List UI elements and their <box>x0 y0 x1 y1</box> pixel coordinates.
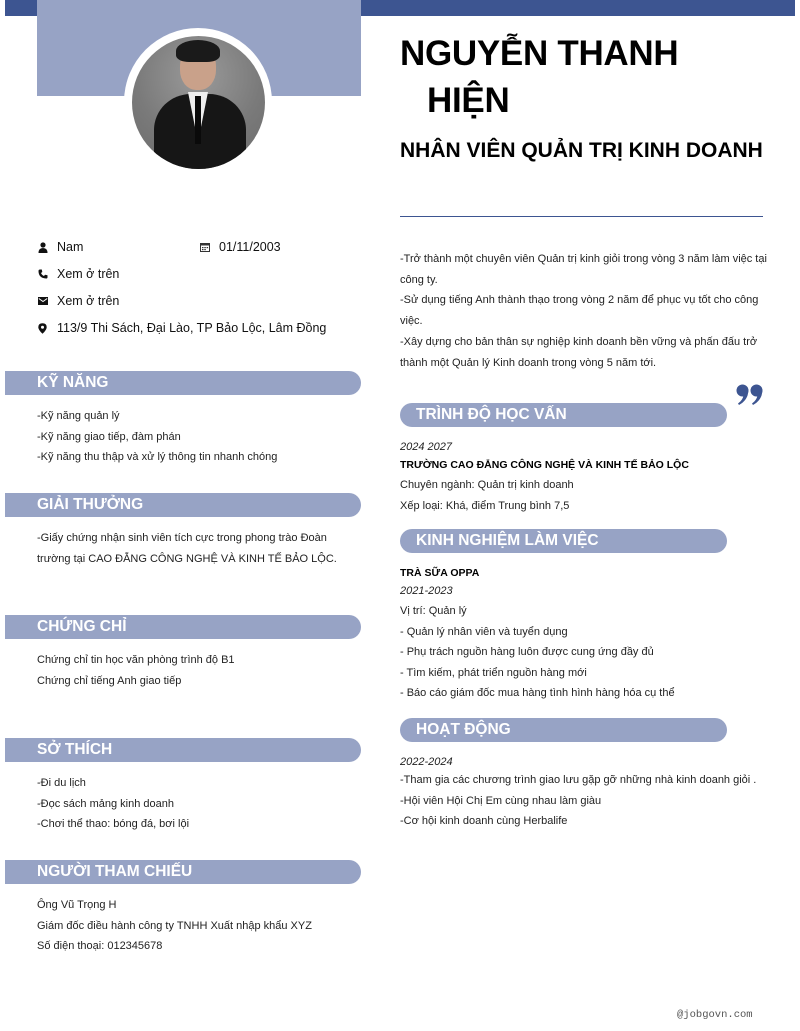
objective-line: -Trở thành một chuyên viên Quản trị kinh giỏi trong vòng 3 năm làm việc tại công ty. <box>400 253 767 286</box>
section-header-certificates <box>5 615 361 639</box>
experience-detail: Vị trí: Quản lý <box>400 605 467 617</box>
envelope-icon <box>37 296 48 307</box>
section-title: KỸ NĂNG <box>37 374 109 391</box>
section-title: GIẢI THƯỞNG <box>37 496 144 513</box>
education-detail: Xếp loại: Khá, điểm Trung bình 7,5 <box>400 500 570 512</box>
list-item: -Giấy chứng nhận sinh viên tích cực trong phong trào Đoàn trường tại CAO ĐẲNG CÔNG NGHỆ VÀ KINH TẾ BẢO LỘC. <box>37 532 337 565</box>
list-item: Ông Vũ Trọng H <box>37 899 117 911</box>
info-email <box>37 294 119 308</box>
section-header-activities <box>400 718 727 742</box>
section-title: KINH NGHIỆM LÀM VIỆC <box>416 532 599 549</box>
watermark: @jobgovn.com <box>677 1009 753 1021</box>
section-header-awards <box>5 493 361 517</box>
activities-detail: -Hội viên Hội Chị Em cùng nhau làm giàu <box>400 794 602 807</box>
map-pin-icon <box>37 323 48 334</box>
section-header-education <box>400 403 727 427</box>
objective-line: -Xây dựng cho bản thân sự nghiệp kinh doanh bền vững và phấn đấu trở thành một Quản lý Kinh doanh trong vòng 5 năm tới. <box>400 335 758 369</box>
section-header-skills <box>5 371 361 395</box>
education-entry <box>400 439 689 517</box>
phone-value: Xem ở trên <box>57 267 120 281</box>
hobbies-list <box>37 773 189 835</box>
name-line-1: NGUYỄN THANH <box>400 34 679 73</box>
activities-detail: -Tham gia các chương trình giao lưu gặp gỡ những nhà kinh doanh giỏi . <box>400 774 757 786</box>
experience-period: 2021-2023 <box>400 585 453 597</box>
activities-entry <box>400 754 756 832</box>
list-item: -Chơi thể thao: bóng đá, bơi lội <box>37 818 190 831</box>
education-period: 2024 2027 <box>400 441 452 453</box>
career-objective <box>400 249 770 373</box>
profile-photo <box>132 36 265 169</box>
activities-detail: -Cơ hội kinh doanh cùng Herbalife <box>400 815 568 827</box>
activities-period: 2022-2024 <box>400 756 453 768</box>
info-phone <box>37 267 119 281</box>
list-item: -Kỹ năng giao tiếp, đàm phán <box>37 430 181 443</box>
skills-list <box>37 406 277 468</box>
info-address <box>37 321 326 335</box>
objective-line: -Sử dụng tiếng Anh thành thạo trong vòng 2 năm để phục vụ tốt cho công việc. <box>400 294 759 328</box>
birthdate-value: 01/11/2003 <box>219 240 281 254</box>
section-title: TRÌNH ĐỘ HỌC VẤN <box>416 406 567 423</box>
section-header-references <box>5 860 361 884</box>
section-header-hobbies <box>5 738 361 762</box>
title-divider <box>400 216 763 217</box>
experience-entry <box>400 565 675 704</box>
section-title: NGƯỜI THAM CHIẾU <box>37 863 193 880</box>
certificates-list <box>37 650 235 691</box>
experience-detail: - Quản lý nhân viên và tuyển dụng <box>400 625 568 638</box>
experience-detail: - Báo cáo giám đốc mua hàng tình hình hàng hóa cụ thể <box>400 687 675 699</box>
education-school: TRƯỜNG CAO ĐẲNG CÔNG NGHỆ VÀ KINH TẾ BẢO LỘC <box>400 459 689 471</box>
list-item: -Kỹ năng thu thập và xử lý thông tin nhanh chóng <box>37 451 278 464</box>
experience-detail: - Tìm kiếm, phát triển nguồn hàng mới <box>400 666 587 679</box>
section-header-experience <box>400 529 727 553</box>
email-value: Xem ở trên <box>57 294 120 308</box>
section-title: SỞ THÍCH <box>37 741 113 758</box>
job-title: NHÂN VIÊN QUẢN TRỊ KINH DOANH <box>400 139 763 162</box>
name-line-2: HIỆN <box>427 81 510 120</box>
person-icon <box>37 242 48 253</box>
section-title: HOẠT ĐỘNG <box>416 721 511 738</box>
experience-detail: - Phụ trách nguồn hàng luôn được cung ứng đầy đủ <box>400 646 654 658</box>
list-item: -Kỹ năng quản lý <box>37 410 120 422</box>
list-item: Số điện thoại: 012345678 <box>37 940 163 953</box>
phone-icon <box>37 269 48 280</box>
list-item: -Đi du lịch <box>37 777 86 789</box>
info-birthdate <box>199 240 281 254</box>
experience-company: TRÀ SỮA OPPA <box>400 567 480 579</box>
address-value: 113/9 Thi Sách, Đại Lào, TP Bảo Lộc, Lâm Đồng <box>57 321 327 335</box>
awards-list <box>37 528 337 569</box>
photo-hair <box>176 40 220 62</box>
list-item: Giám đốc điều hành công ty TNHH Xuất nhập khẩu XYZ <box>37 919 312 932</box>
candidate-name <box>400 30 780 124</box>
list-item: Chứng chỉ tin học văn phòng trình độ B1 <box>37 654 235 666</box>
education-detail: Chuyên ngành: Quản trị kinh doanh <box>400 479 574 491</box>
calendar-icon <box>199 242 210 253</box>
list-item: -Đọc sách mảng kinh doanh <box>37 797 174 810</box>
gender-value: Nam <box>57 240 84 254</box>
quote-icon <box>736 364 764 414</box>
list-item: Chứng chỉ tiếng Anh giao tiếp <box>37 674 182 687</box>
info-gender <box>37 240 83 254</box>
photo-tie <box>195 96 201 144</box>
references-list <box>37 895 312 957</box>
section-title: CHỨNG CHỈ <box>37 618 127 635</box>
